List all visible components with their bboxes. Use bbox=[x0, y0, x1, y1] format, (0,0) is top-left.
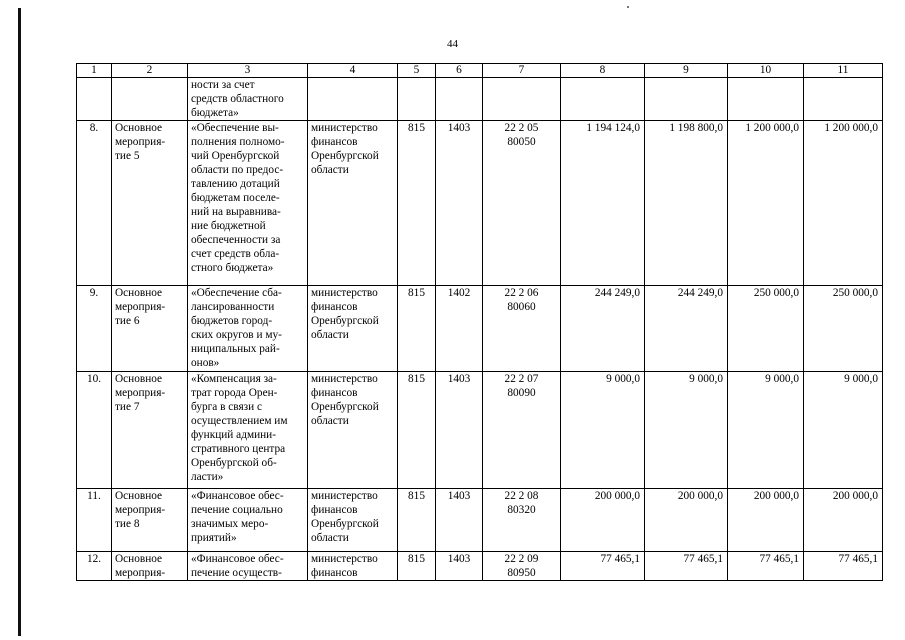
event-cell: Основное мероприя- тие 7 bbox=[112, 372, 188, 489]
executor-cell: министерство финансов Оренбургской области bbox=[308, 286, 398, 372]
amount-2022-cell: 77 465,1 bbox=[804, 552, 883, 581]
table-row bbox=[77, 372, 883, 489]
event-cell: Основное мероприя- тие 5 bbox=[112, 121, 188, 286]
amount-2021-cell: 9 000,0 bbox=[728, 372, 804, 489]
row-number-cell: 12. bbox=[77, 552, 112, 581]
amount-2019-cell: 200 000,0 bbox=[561, 489, 645, 552]
executor-cell: министерство финансов Оренбургской области bbox=[308, 121, 398, 286]
description-cell: «Обеспечение сба- лансированности бюджетов город- ских округов и му- ниципальных рай- онов» bbox=[188, 286, 308, 372]
grbs-code-cell: 815 bbox=[398, 489, 436, 552]
grbs-code-cell: 815 bbox=[398, 286, 436, 372]
event-cell: Основное мероприя- тие 6 bbox=[112, 286, 188, 372]
description-cell: «Финансовое обес- печение осуществ- bbox=[188, 552, 308, 581]
column-header: 8 bbox=[561, 64, 645, 78]
row-number-cell: 8. bbox=[77, 121, 112, 286]
description-cell: «Финансовое обес- печение социально значимых меро- приятий» bbox=[188, 489, 308, 552]
row-number-cell bbox=[77, 78, 112, 121]
event-cell bbox=[112, 78, 188, 121]
target-article-cell: 22 2 07 80090 bbox=[483, 372, 561, 489]
section-code-cell: 1403 bbox=[436, 552, 483, 581]
section-code-cell: 1403 bbox=[436, 372, 483, 489]
row-number-cell: 11. bbox=[77, 489, 112, 552]
table-row bbox=[77, 121, 883, 286]
grbs-code-cell: 815 bbox=[398, 552, 436, 581]
event-cell: Основное мероприя- bbox=[112, 552, 188, 581]
amount-2022-cell: 250 000,0 bbox=[804, 286, 883, 372]
column-header: 11 bbox=[804, 64, 883, 78]
amount-2020-cell: 244 249,0 bbox=[645, 286, 728, 372]
target-article-cell: 22 2 08 80320 bbox=[483, 489, 561, 552]
section-code-cell: 1403 bbox=[436, 489, 483, 552]
amount-2019-cell bbox=[561, 78, 645, 121]
column-number-row bbox=[77, 64, 883, 78]
row-number-cell: 10. bbox=[77, 372, 112, 489]
amount-2022-cell: 9 000,0 bbox=[804, 372, 883, 489]
column-header: 7 bbox=[483, 64, 561, 78]
column-header: 3 bbox=[188, 64, 308, 78]
grbs-code-cell: 815 bbox=[398, 372, 436, 489]
section-code-cell: 1402 bbox=[436, 286, 483, 372]
column-header: 5 bbox=[398, 64, 436, 78]
table-row bbox=[77, 286, 883, 372]
target-article-cell: 22 2 06 80060 bbox=[483, 286, 561, 372]
column-header: 10 bbox=[728, 64, 804, 78]
amount-2019-cell: 77 465,1 bbox=[561, 552, 645, 581]
executor-cell: министерство финансов Оренбургской области bbox=[308, 372, 398, 489]
target-article-cell: 22 2 05 80050 bbox=[483, 121, 561, 286]
amount-2022-cell bbox=[804, 78, 883, 121]
amount-2020-cell bbox=[645, 78, 728, 121]
column-header: 4 bbox=[308, 64, 398, 78]
executor-cell bbox=[308, 78, 398, 121]
amount-2019-cell: 9 000,0 bbox=[561, 372, 645, 489]
amount-2019-cell: 244 249,0 bbox=[561, 286, 645, 372]
event-cell: Основное мероприя- тие 8 bbox=[112, 489, 188, 552]
budget-table bbox=[76, 63, 883, 581]
column-header: 1 bbox=[77, 64, 112, 78]
section-code-cell bbox=[436, 78, 483, 121]
column-header: 6 bbox=[436, 64, 483, 78]
amount-2021-cell bbox=[728, 78, 804, 121]
description-cell: «Компенсация за- трат города Орен- бурга в связи с осуществлением им функций админи- стративного центра Оренбургской об- ласти» bbox=[188, 372, 308, 489]
amount-2020-cell: 1 198 800,0 bbox=[645, 121, 728, 286]
amount-2020-cell: 200 000,0 bbox=[645, 489, 728, 552]
section-code-cell: 1403 bbox=[436, 121, 483, 286]
target-article-cell: 22 2 09 80950 bbox=[483, 552, 561, 581]
amount-2021-cell: 250 000,0 bbox=[728, 286, 804, 372]
page-number: 44 bbox=[447, 38, 458, 50]
scan-speck bbox=[627, 6, 629, 8]
table-row bbox=[77, 552, 883, 581]
amount-2022-cell: 1 200 000,0 bbox=[804, 121, 883, 286]
grbs-code-cell bbox=[398, 78, 436, 121]
table-row bbox=[77, 78, 883, 121]
row-number-cell: 9. bbox=[77, 286, 112, 372]
table-row bbox=[77, 489, 883, 552]
amount-2019-cell: 1 194 124,0 bbox=[561, 121, 645, 286]
column-header: 2 bbox=[112, 64, 188, 78]
grbs-code-cell: 815 bbox=[398, 121, 436, 286]
target-article-cell bbox=[483, 78, 561, 121]
description-cell: «Обеспечение вы- полнения полномо- чий Оренбургской области по предос- тавлению дотаций бюджетам поселе- ний на выравнива- ние бюджетной обеспеченности за счет средств обла- стного бюджета» bbox=[188, 121, 308, 286]
binding-edge-mark bbox=[18, 8, 21, 636]
executor-cell: министерство финансов bbox=[308, 552, 398, 581]
executor-cell: министерство финансов Оренбургской области bbox=[308, 489, 398, 552]
amount-2021-cell: 77 465,1 bbox=[728, 552, 804, 581]
amount-2021-cell: 1 200 000,0 bbox=[728, 121, 804, 286]
amount-2022-cell: 200 000,0 bbox=[804, 489, 883, 552]
amount-2020-cell: 9 000,0 bbox=[645, 372, 728, 489]
amount-2021-cell: 200 000,0 bbox=[728, 489, 804, 552]
amount-2020-cell: 77 465,1 bbox=[645, 552, 728, 581]
description-cell: ности за счет средств областного бюджета» bbox=[188, 78, 308, 121]
column-header: 9 bbox=[645, 64, 728, 78]
